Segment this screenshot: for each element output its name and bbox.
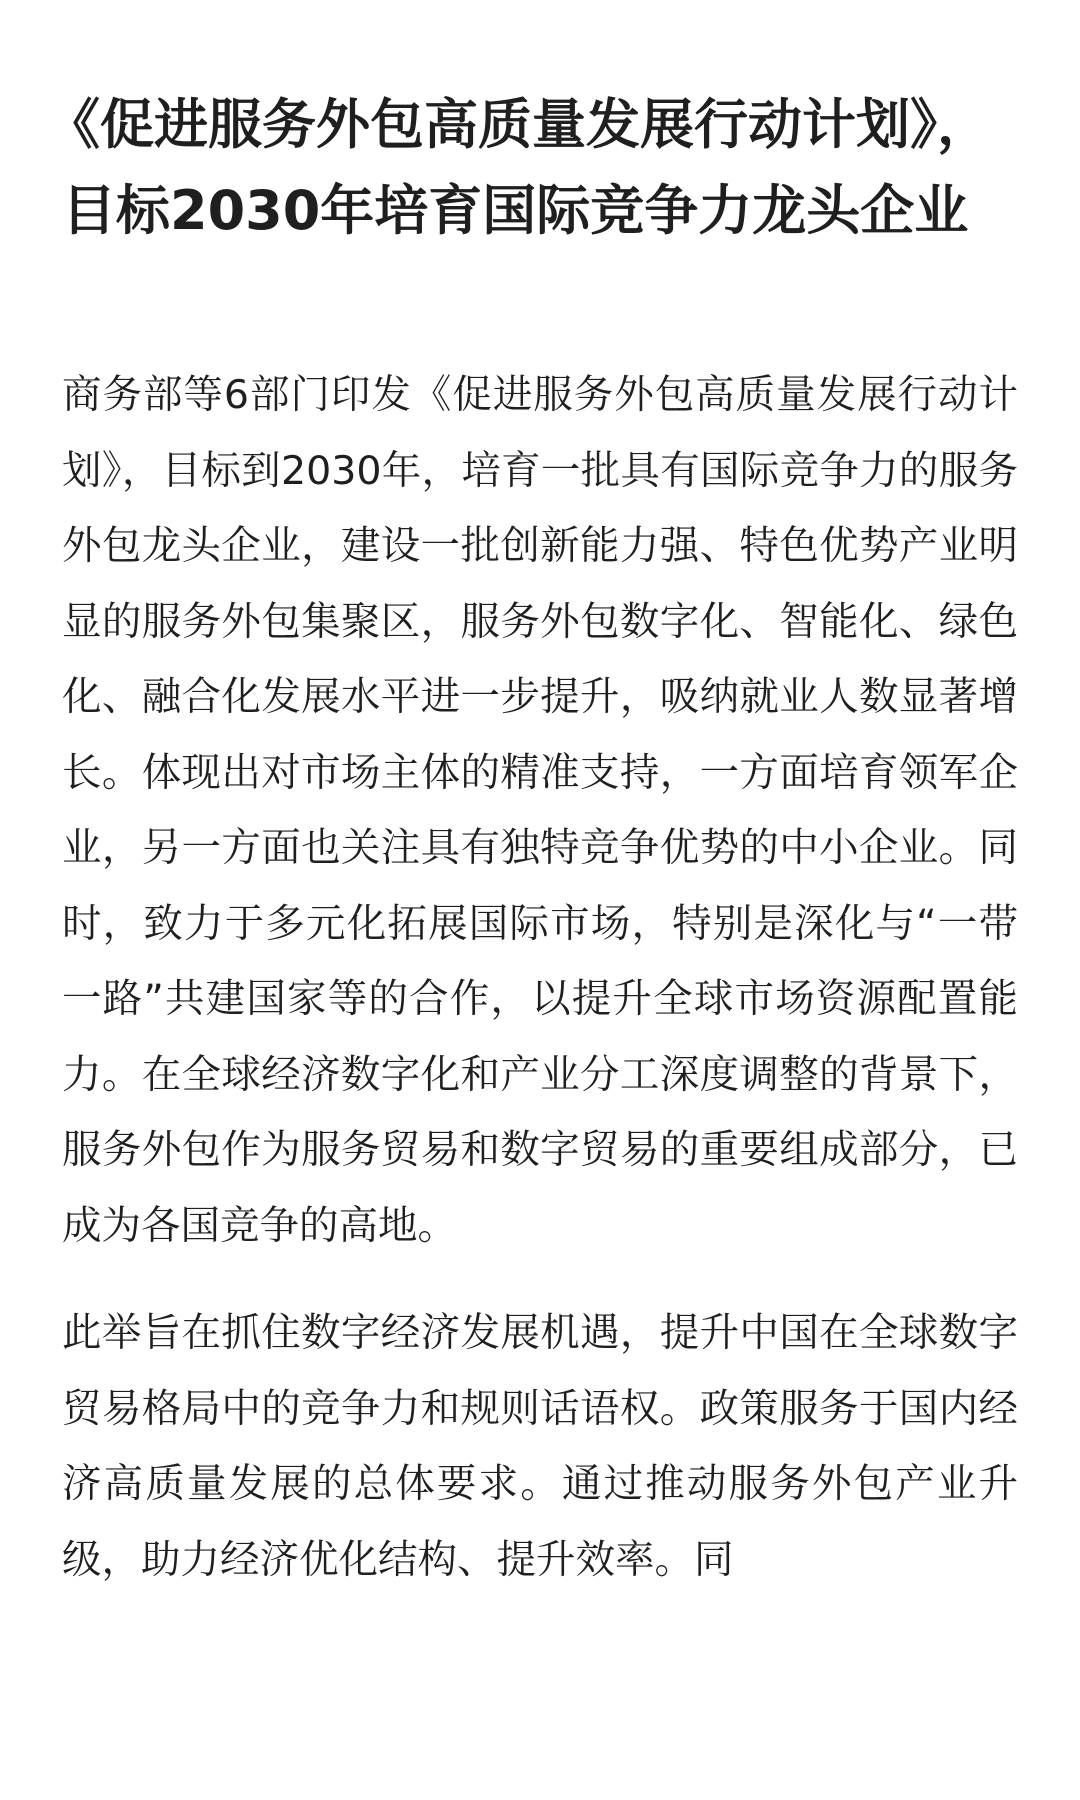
paragraph: 商务部等6部门印发《促进服务外包高质量发展行动计划》，目标到2030年，培育一批具有国际竞争力的服务外包龙头企业，建设一批创新能力强、特色优势产业明显的服务外包集聚区，服务外包数字化、智能化、绿色化、融合化发展水平进一步提升，吸纳就业人数显著增长。体现出对市场主体的精准支持，一方面培育领军企业，另一方面也关注具有独特竞争优势的中小企业。同时，致力于多元化拓展国际市场，特别是深化与“一带一路”共建国家等的合作，以提升全球市场资源配置能力。在全球经济数字化和产业分工深度调整的背景下，服务外包作为服务贸易和数字贸易的重要组成部分，已成为各国竞争的高地。 — [62, 372, 1018, 1249]
paragraph: 此举旨在抓住数字经济发展机遇，提升中国在全球数字贸易格局中的竞争力和规则话语权。政策服务于国内经济高质量发展的总体要求。通过推动服务外包产业升级，助力经济优化结构、提升效率。同 — [62, 1310, 1018, 1583]
article-title: 《促进服务外包高质量发展行动计划》，目标2030年培育国际竞争力龙头企业 — [46, 93, 991, 242]
article-body — [62, 358, 1018, 1598]
